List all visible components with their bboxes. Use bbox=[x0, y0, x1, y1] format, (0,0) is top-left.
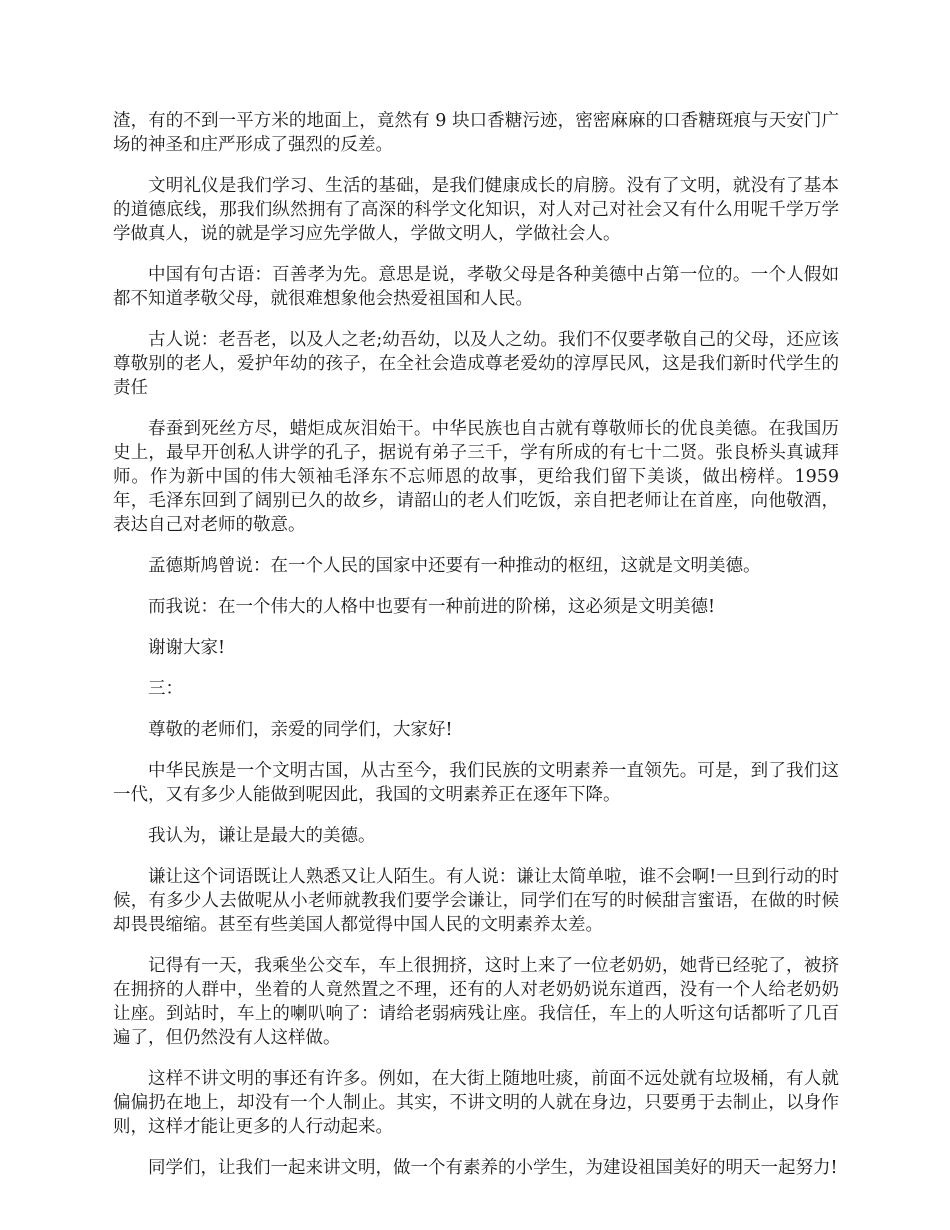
paragraph-ancient-civilization: 中华民族是一个文明古国，从古至今，我们民族的文明素养一直领先。可是，到了我们这一代，又有多少人能做到呢因此，我国的文明素养正在逐年下降。 bbox=[113, 761, 839, 805]
paragraph-my-view: 而我说：在一个伟大的人格中也要有一种前进的阶梯，这必须是文明美德! bbox=[148, 597, 716, 617]
paragraph-modesty-virtue: 我认为，谦让是最大的美德。 bbox=[148, 826, 376, 846]
paragraph-continuation: 渣，有的不到一平方米的地面上，竟然有 9 块口香糖污迹，密密麻麻的口香糖斑痕与天安门广场的神圣和庄严形成了强烈的反差。 bbox=[113, 111, 839, 155]
paragraph-respect-elders: 古人说：老吾老，以及人之老;幼吾幼，以及人之幼。我们不仅要孝敬自己的父母，还应该尊敬别的老人，爱护年幼的孩子，在全社会造成尊老爱幼的淳厚民风，这是我们新时代学生的责任 bbox=[113, 330, 839, 398]
paragraph-respect-teachers: 春蚕到死丝方尽，蜡炬成灰泪始干。中华民族也自古就有尊敬师长的优良美德。在我国历史上，最早开创私人讲学的孔子，据说有弟子三千，学有所成的有七十二贤。张良桥头真诚拜师。作为新中国的伟大领袖毛泽东不忘师恩的故事，更给我们留下美谈，做出榜样。1959 年，毛泽东回到了阔别已久的故乡，请韶山的老人们吃饭，亲自把老师让在首座，向他敬酒，表达自己对老师的敬意。 bbox=[113, 419, 839, 535]
paragraph-uncivil-examples: 这样不讲文明的事还有许多。例如，在大街上随地吐痰，前面不远处就有垃圾桶，有人就偏偏扔在地上，却没有一个人制止。其实，不讲文明的人就在身边，只要勇于去制止，以身作则，这样才能让更多的人行动起来。 bbox=[113, 1069, 839, 1137]
paragraph-etiquette-foundation: 文明礼仪是我们学习、生活的基础，是我们健康成长的肩膀。没有了文明，就没有了基本的道德底线，那我们纵然拥有了高深的科学文化知识，对人对己对社会又有什么用呢千学万学学做真人，说的就是学习应先学做人，学做文明人，学做社会人。 bbox=[113, 176, 839, 244]
paragraph-thanks: 谢谢大家! bbox=[148, 638, 226, 658]
section-heading-three: 三： bbox=[148, 679, 183, 699]
paragraph-bus-story: 记得有一天，我乘坐公交车，车上很拥挤，这时上来了一位老奶奶，她背已经驼了，被挤在拥挤的人群中，坐着的人竟然置之不理，还有的人对老奶奶说东道西，没有一个人给老奶奶让座。到站时，车上的喇叭响了：请给老弱病残让座。我信任，车上的人听这句话都听了几百遍了，但仍然没有人这样做。 bbox=[113, 956, 839, 1048]
paragraph-montesquieu-quote: 孟德斯鸠曾说：在一个人民的国家中还要有一种推动的枢纽，这就是文明美德。 bbox=[148, 556, 761, 576]
paragraph-modesty-meaning: 谦让这个词语既让人熟悉又让人陌生。有人说：谦让太简单啦，谁不会啊!一旦到行动的时候，有多少人去做呢从小老师就教我们要学会谦让，同学们在写的时候甜言蜜语，在做的时候却畏畏缩缩。甚至有些美国人都觉得中国人民的文明素养太差。 bbox=[113, 867, 839, 935]
document-body bbox=[113, 109, 839, 1197]
paragraph-filial-piety: 中国有句古语：百善孝为先。意思是说，孝敬父母是各种美德中占第一位的。一个人假如都不知道孝敬父母，就很难想象他会热爱祖国和人民。 bbox=[113, 265, 839, 309]
paragraph-call-to-action: 同学们，让我们一起来讲文明，做一个有素养的小学生，为建设祖国美好的明天一起努力! bbox=[148, 1158, 838, 1178]
paragraph-greeting: 尊敬的老师们，亲爱的同学们，大家好! bbox=[148, 720, 453, 740]
